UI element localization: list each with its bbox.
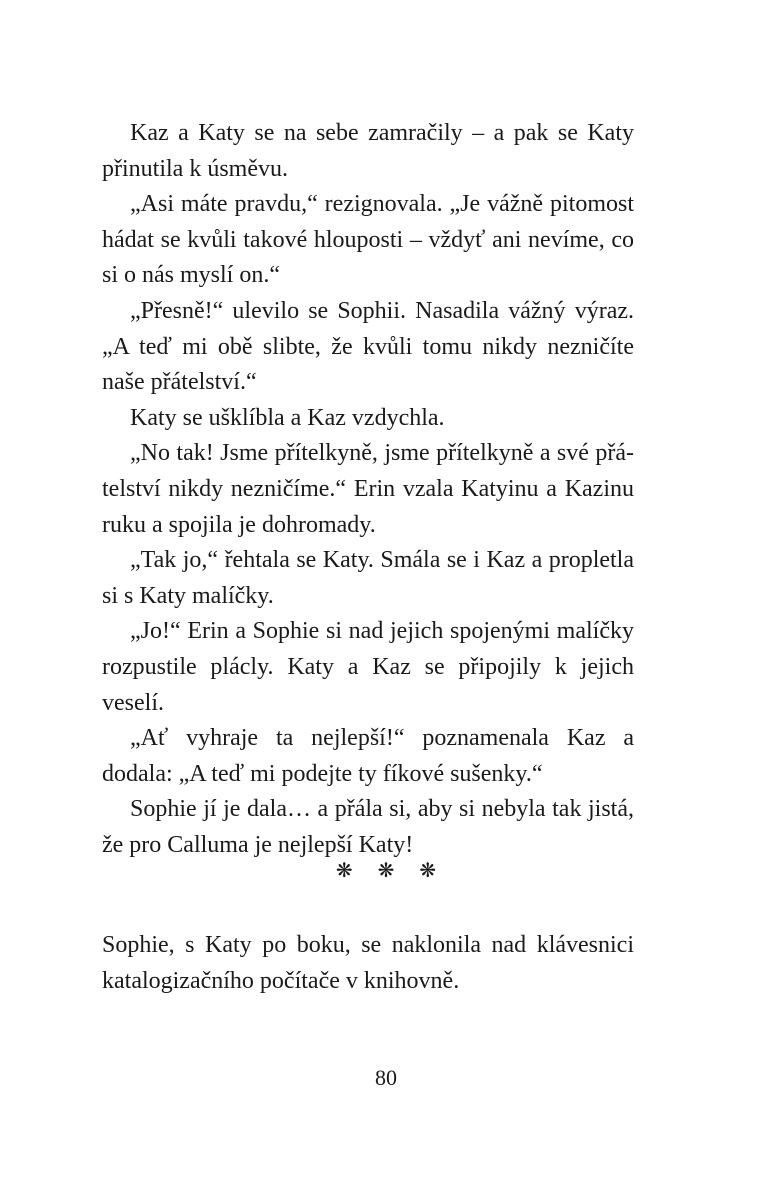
paragraph: Kaz a Katy se na sebe zamračily – a pak se Katy přinutila k úsměvu. <box>102 120 634 182</box>
page-number: 80 <box>375 1065 397 1090</box>
ornament-icon: ❋ <box>377 860 395 882</box>
paragraph: Katy se ušklíbla a Kaz vzdychla. <box>130 404 445 431</box>
paragraph: „No tak! Jsme přítelkyně, jsme přítelkyně a své přátelství nikdy nezničíme.“ Erin vzala Katyinu a Kazinu ruku a spojila je dohromady. <box>102 440 634 538</box>
paragraph: Sophie jí je dala… a přála si, aby si nebyla tak jistá, že pro Calluma je nejlepší Katy! <box>102 796 634 858</box>
paragraph: „Přesně!“ ulevilo se Sophii. Nasadila vážný výraz. „A teď mi obě slibte, že kvůli tomu nikdy nezničíte naše přátelství.“ <box>102 297 634 396</box>
next-section-text <box>102 928 634 999</box>
paragraph: „Jo!“ Erin a Sophie si nad jejich spojenými malíčky rozpustile plácly. Katy a Kaz se připojily k jejich veselí. <box>102 618 634 716</box>
section-separator <box>0 858 772 883</box>
ornament-icon: ❋ <box>335 860 353 882</box>
paragraph: „Tak jo,“ řehtala se Katy. Smála se i Kaz a propletla si s Katy malíčky. <box>102 547 634 609</box>
paragraph: Sophie, s Katy po boku, se naklonila nad klávesnici katalogizačního počítače v knihovně. <box>102 932 634 994</box>
ornament-icon: ❋ <box>419 860 437 882</box>
paragraph: „Asi máte pravdu,“ rezignovala. „Je vážně pitomost hádat se kvůli takové hlouposti – vždyť ani nevíme, co si o nás myslí on.“ <box>102 191 634 289</box>
chapter-text <box>102 116 634 863</box>
paragraph: „Ať vyhraje ta nejlepší!“ poznamenala Kaz a dodala: „A teď mi podejte ty fíkové sušenky.“ <box>102 725 634 787</box>
